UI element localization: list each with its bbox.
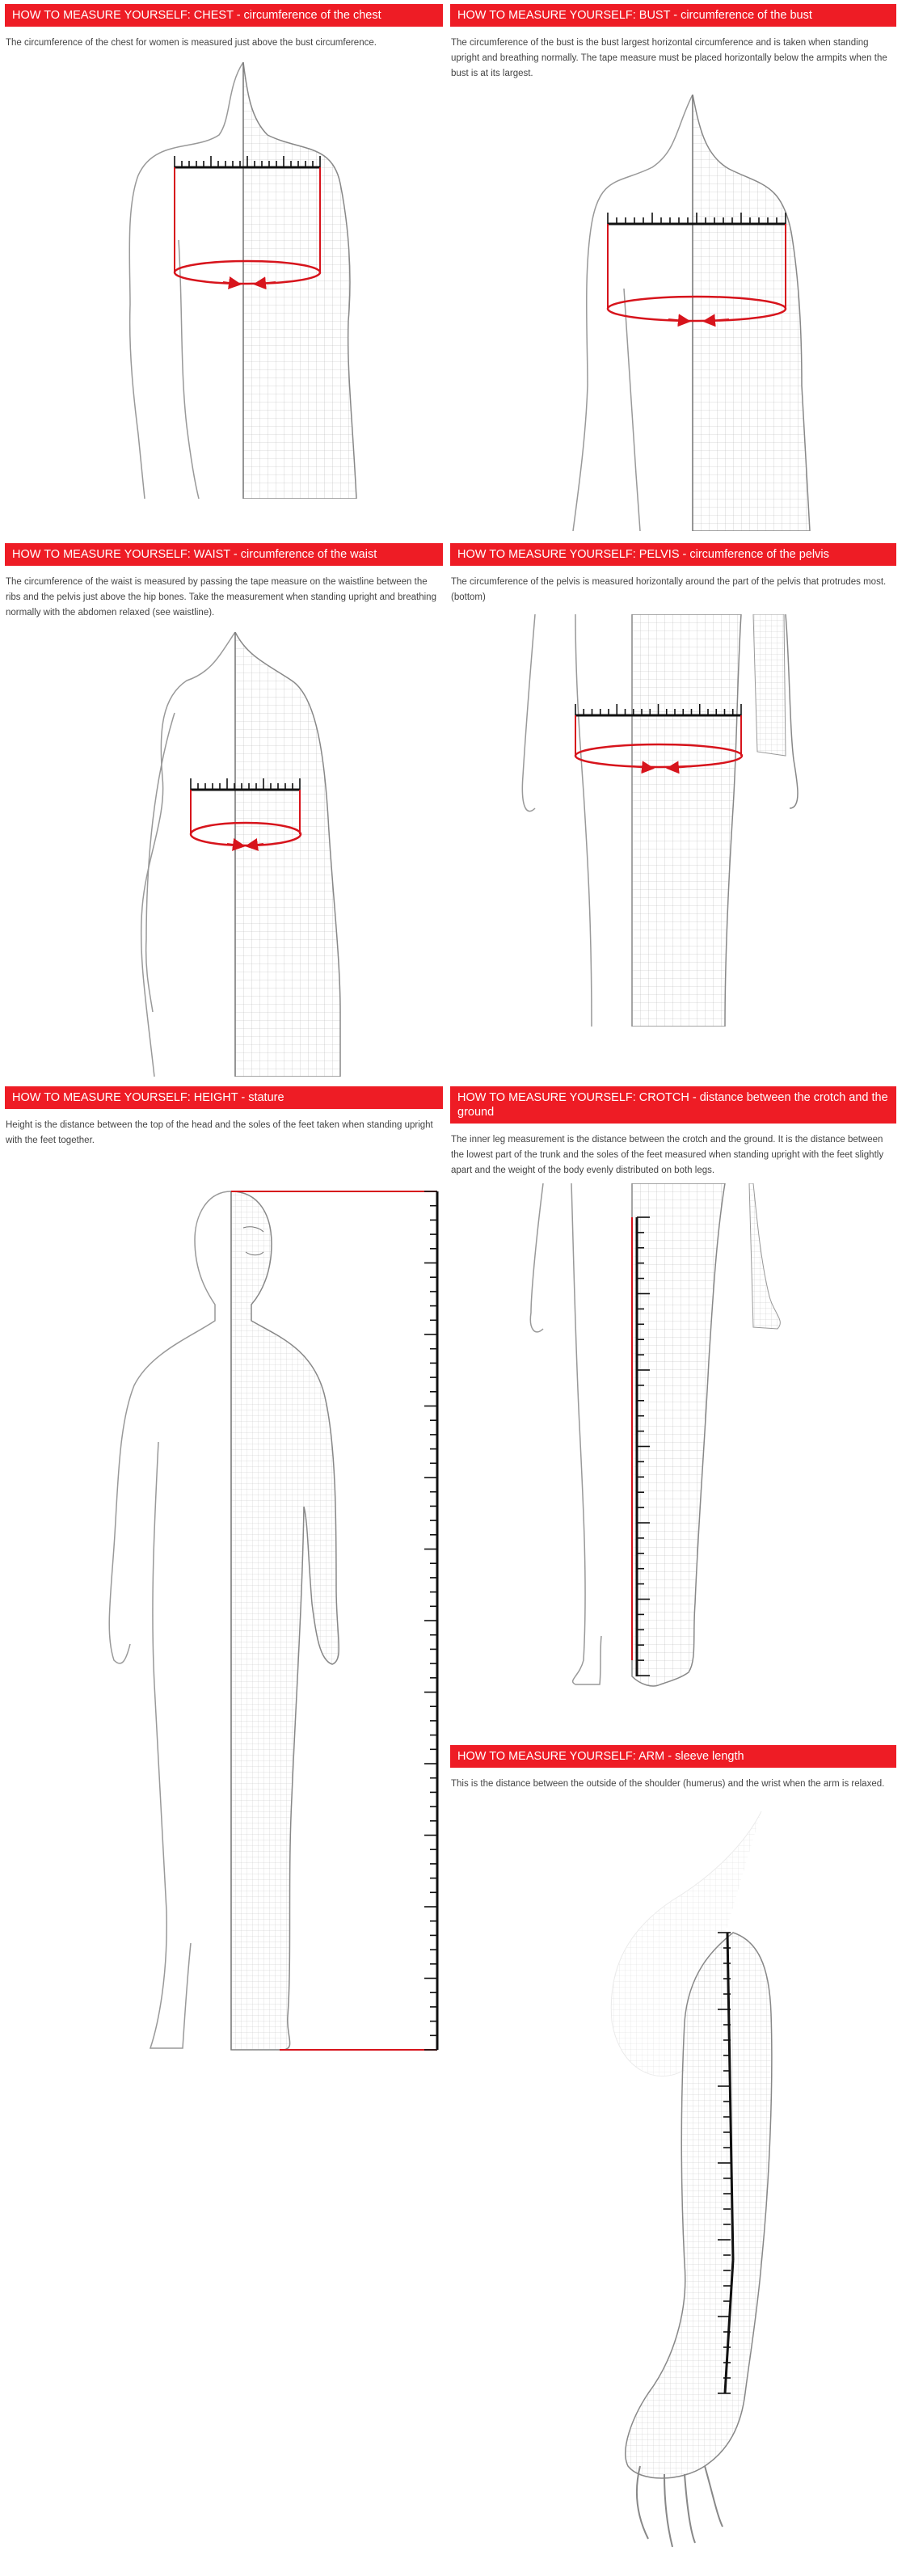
body-outline-icon bbox=[94, 1183, 441, 2072]
section-description: The circumference of the bust is the bust largest horizontal circumference and is taken when standing upright and breathing normally. The tape measure must be placed horizontally below the armpits when the bust is at its largest. bbox=[451, 38, 887, 78]
height-figure bbox=[94, 1183, 441, 2072]
body-outline-icon bbox=[511, 614, 834, 1027]
body-outline-icon bbox=[551, 1811, 826, 2563]
section-waist bbox=[5, 543, 443, 621]
section-title: HOW TO MEASURE YOURSELF: CHEST - circumference of the chest bbox=[5, 4, 443, 27]
pelvis-figure bbox=[511, 614, 834, 1027]
crotch-figure bbox=[511, 1183, 834, 1693]
section-description: The circumference of the chest for women is measured just above the bust circumference. bbox=[6, 38, 377, 48]
section-title: HOW TO MEASURE YOURSELF: BUST - circumference of the bust bbox=[450, 4, 896, 27]
section-description: Height is the distance between the top of the head and the soles of the feet taken when standing upright with the feet together. bbox=[6, 1120, 433, 1145]
body-outline-icon bbox=[555, 95, 830, 531]
chest-figure bbox=[106, 62, 381, 499]
arm-figure bbox=[551, 1811, 826, 2563]
section-description: The circumference of the pelvis is measured horizontally around the part of the pelvis that protrudes most. (bottom) bbox=[451, 577, 887, 602]
waist-figure bbox=[98, 632, 373, 1077]
section-title: HOW TO MEASURE YOURSELF: ARM - sleeve length bbox=[450, 1745, 896, 1768]
section-title: HOW TO MEASURE YOURSELF: PELVIS - circumference of the pelvis bbox=[450, 543, 896, 566]
section-bust bbox=[450, 4, 896, 82]
section-pelvis bbox=[450, 543, 896, 605]
section-title: HOW TO MEASURE YOURSELF: HEIGHT - stature bbox=[5, 1086, 443, 1109]
bust-figure bbox=[555, 95, 830, 531]
section-arm bbox=[450, 1745, 896, 1792]
section-chest bbox=[5, 4, 443, 51]
section-description: This is the distance between the outside of the shoulder (humerus) and the wrist when the arm is relaxed. bbox=[451, 1779, 885, 1789]
section-description: The inner leg measurement is the distance between the crotch and the ground. It is the distance between the lowest part of the trunk and the soles of the feet measured when standing upright with the feet slightly apart and the weight of the body evenly distributed on both legs. bbox=[451, 1135, 884, 1175]
body-outline-icon bbox=[511, 1183, 834, 1693]
section-title: HOW TO MEASURE YOURSELF: CROTCH - distance between the crotch and the ground bbox=[450, 1086, 896, 1124]
section-height bbox=[5, 1086, 443, 1149]
section-title: HOW TO MEASURE YOURSELF: WAIST - circumference of the waist bbox=[5, 543, 443, 566]
section-description: The circumference of the waist is measured by passing the tape measure on the waistline between the ribs and the pelvis just above the hip bones. Take the measurement when standing upright and breathing normally with the abdomen relaxed (see waistline). bbox=[6, 577, 436, 618]
body-outline-icon bbox=[106, 62, 381, 499]
ruler-icon bbox=[424, 1191, 437, 2050]
body-outline-icon bbox=[98, 632, 373, 1077]
section-crotch bbox=[450, 1086, 896, 1178]
